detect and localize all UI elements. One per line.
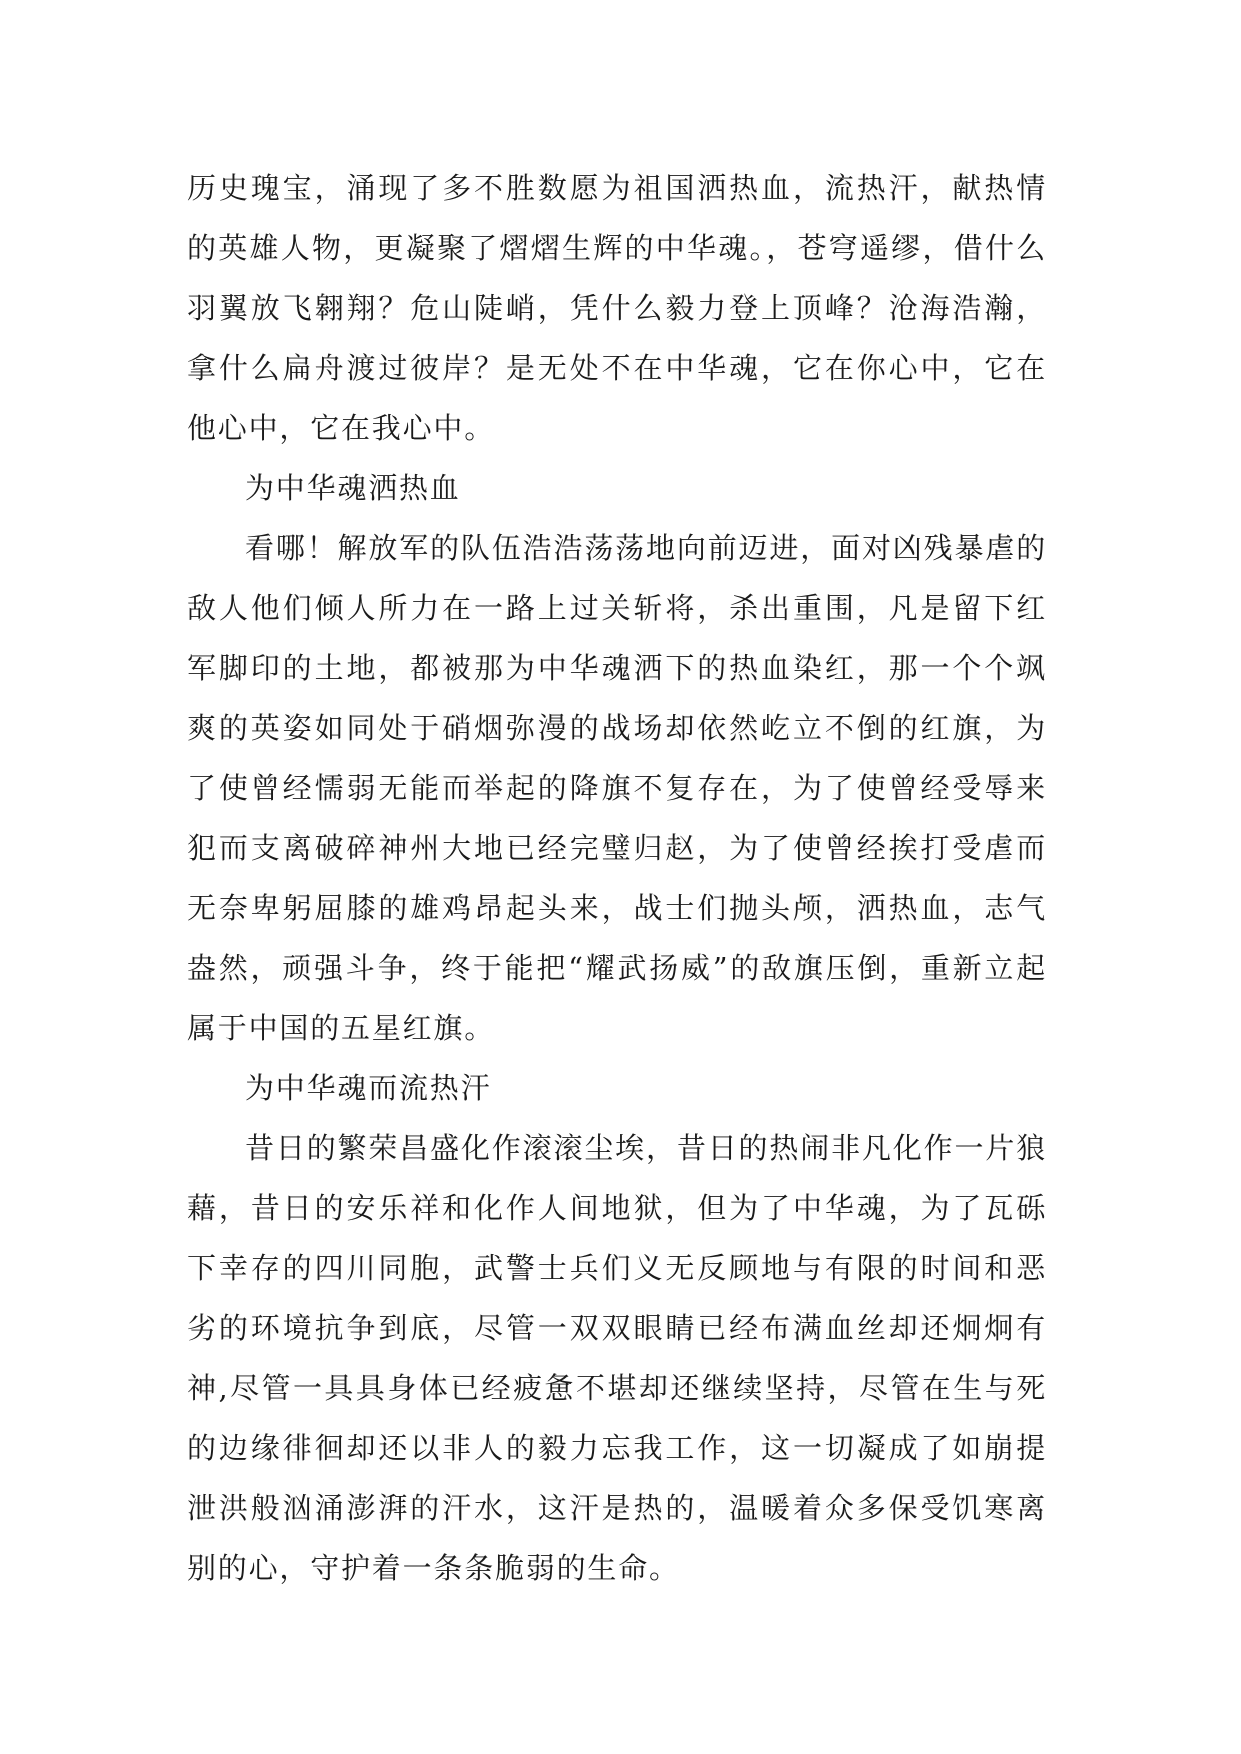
document-body [187, 158, 1047, 1598]
paragraph-blood: 看哪！解放军的队伍浩浩荡荡地向前迈进，面对凶残暴虐的敌人他们倾人所力在一路上过关斩将，杀出重围，凡是留下红军脚印的土地，都被那为中华魂洒下的热血染红，那一个个飒爽的英姿如同处于硝烟弥漫的战场却依然屹立不倒的红旗，为了使曾经懦弱无能而举起的降旗不复存在，为了使曾经受辱来犯而支离破碎神州大地已经完璧归赵，为了使曾经挨打受虐而无奈卑躬屈膝的雄鸡昂起头来，战士们抛头颅，洒热血，志气盎然，顽强斗争，终于能把“耀武扬威”的敌旗压倒，重新立起属于中国的五星红旗。 [187, 531, 1047, 1045]
section-heading-blood: 为中华魂洒热血 [245, 471, 461, 505]
paragraph-intro: 历史瑰宝，涌现了多不胜数愿为祖国洒热血，流热汗，献热情的英雄人物，更凝聚了熠熠生辉的中华魂。，苍穹遥缪，借什么羽翼放飞翱翔？危山陡峭，凭什么毅力登上顶峰？沧海浩瀚，拿什么扁舟渡过彼岸？是无处不在中华魂，它在你心中，它在他心中，它在我心中。 [187, 171, 1047, 445]
paragraph-sweat: 昔日的繁荣昌盛化作滚滚尘埃，昔日的热闹非凡化作一片狼藉，昔日的安乐祥和化作人间地狱，但为了中华魂，为了瓦砾下幸存的四川同胞，武警士兵们义无反顾地与有限的时间和恶劣的环境抗争到底，尽管一双双眼睛已经布满血丝却还炯炯有神,尽管一具具身体已经疲惫不堪却还继续坚持，尽管在生与死的边缘徘徊却还以非人的毅力忘我工作，这一切凝成了如崩提泄洪般汹涌澎湃的汗水，这汗是热的，温暖着众多保受饥寒离别的心，守护着一条条脆弱的生命。 [187, 1131, 1047, 1585]
section-heading-sweat: 为中华魂而流热汗 [245, 1071, 492, 1105]
